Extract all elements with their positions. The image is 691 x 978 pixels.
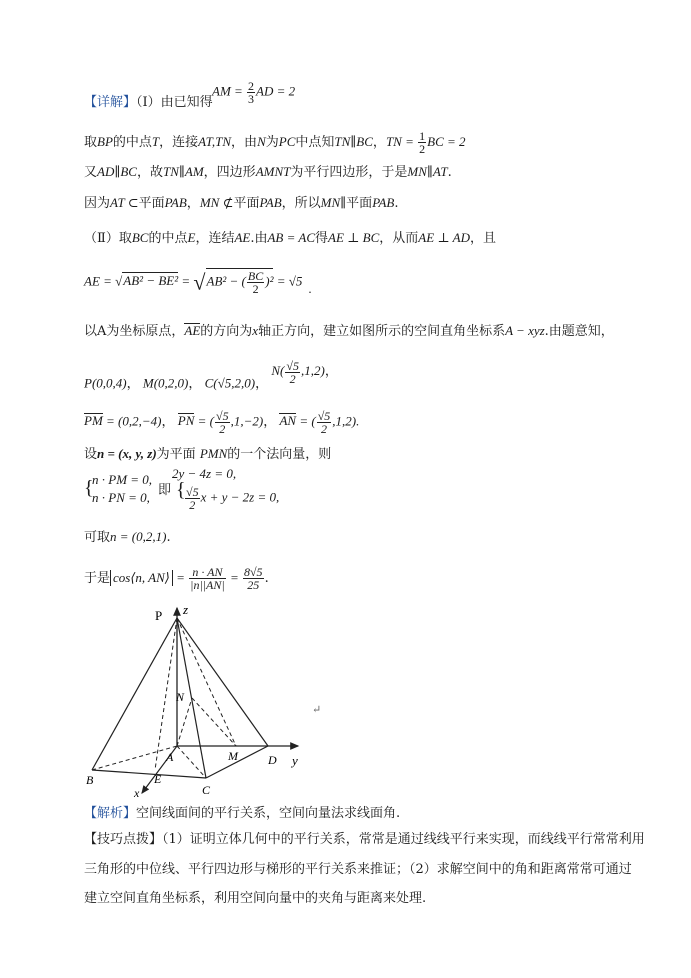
text: ， <box>255 375 269 391</box>
text: 又 <box>84 165 98 180</box>
text: = ( <box>194 413 214 429</box>
frac-num: √5 <box>215 409 229 423</box>
am-frac-num: 2 <box>248 79 255 93</box>
math-ae: AE <box>234 230 251 245</box>
text: 为平面 <box>156 447 196 462</box>
return-mark: ↵ <box>312 703 322 716</box>
part1-line4 <box>84 195 398 212</box>
math-pmn: PMN <box>199 446 228 461</box>
label-x: x <box>134 786 140 798</box>
math-bp: BP <box>97 134 113 149</box>
frac-num: √5 <box>286 359 299 373</box>
text: = ( <box>296 413 316 429</box>
analysis-line <box>84 806 400 822</box>
text: ， <box>126 375 140 391</box>
text: ，四边形 <box>203 165 256 180</box>
text: 平面 <box>233 196 260 211</box>
text: )² <box>265 273 274 289</box>
text: x + y − 2z = 0, <box>200 489 280 505</box>
text: ，从而 <box>379 231 419 246</box>
math-ae-perp-bc: AE ⊥ BC <box>328 230 380 245</box>
math-tn-am: TN∥AM <box>162 164 204 179</box>
text: = <box>226 570 242 585</box>
text: 平面 <box>346 196 373 211</box>
text: ， <box>161 413 175 429</box>
text: = <box>178 273 194 289</box>
am-equation <box>212 80 295 105</box>
text: 的中点 <box>148 231 188 246</box>
pn-frac <box>215 410 230 435</box>
label-z: z <box>183 602 189 617</box>
tips-line2 <box>84 862 632 878</box>
math-a-xyz: A − xyz <box>505 323 545 338</box>
tips-text-2: 三角形的中位线、平行四边形与梯形的平行关系来推证；（2）求解空间中的角和距离常常可通过 <box>84 862 632 877</box>
vec-pn: PN <box>177 413 195 429</box>
sys-left-2: n · PN = 0, <box>92 490 150 505</box>
text: AB² − ( <box>206 273 246 289</box>
sys-right-1: 2y − 4z = 0, <box>172 466 237 481</box>
cos-frac <box>189 566 226 591</box>
take-n-line <box>84 529 171 546</box>
text: ， <box>263 413 277 429</box>
sys-left-1: n · PM = 0, <box>92 472 153 487</box>
text: 设 <box>84 447 98 462</box>
point-n <box>271 359 338 386</box>
analysis-tag: 【解析】 <box>84 806 137 821</box>
tips-line1 <box>84 832 645 848</box>
am-frac-den: 3 <box>248 92 255 106</box>
edge-bc <box>92 770 206 778</box>
frac-den: 2 <box>252 282 259 296</box>
math-bc: BC <box>131 230 149 245</box>
cos-abs: cos⟨n, AN⟩ <box>110 570 173 586</box>
cos-line <box>84 566 269 591</box>
detail-tag: 【详解】 <box>84 95 137 110</box>
edge-pb <box>92 618 177 770</box>
sys-right-2 <box>184 486 279 511</box>
text: ，且 <box>469 231 496 246</box>
text: ，所以 <box>281 196 321 211</box>
frac-num: 8√5 <box>243 565 263 579</box>
text: 因为 <box>84 196 111 211</box>
ae-equation: AE = √AB² − BE² = √AB² − ( $\frac{BC}{2}$ )² = √5. <box>84 269 312 297</box>
tips-line3 <box>84 891 426 907</box>
text: 的一个法向量，则 <box>227 447 332 462</box>
text: ， <box>324 363 338 379</box>
text: ，连接 <box>159 135 199 150</box>
frac-den: 2 <box>189 498 196 512</box>
math-n: N <box>257 134 266 149</box>
math-x: x <box>252 323 259 338</box>
math-amnt: AMNT <box>255 164 291 179</box>
brace-left: { <box>84 477 94 499</box>
text: 中点知 <box>295 135 335 150</box>
n-frac <box>285 360 300 385</box>
math-bc-2: BC = 2 <box>427 134 466 149</box>
text: ，连结 <box>195 231 235 246</box>
text: . <box>308 281 312 297</box>
math-ae-perp-ad: AE ⊥ AD <box>418 230 470 245</box>
frac-den: 25 <box>247 578 260 592</box>
frac-num: BC <box>247 269 264 283</box>
text: 为平行四边形，于是 <box>290 165 408 180</box>
text: ,1,−2) <box>230 413 264 429</box>
math-tn-bc: TN∥BC <box>334 134 373 149</box>
math-pab: PAB <box>259 195 282 210</box>
math-n-def: n = (x, y, z) <box>97 446 157 461</box>
math-n-value: n = (0,2,1) <box>110 529 167 544</box>
text: 取 <box>84 135 98 150</box>
text: AE = <box>84 273 116 289</box>
math-tn: TN = <box>385 134 418 149</box>
frac-den: 2 <box>289 372 296 386</box>
math-t: T <box>151 134 160 149</box>
text: 可取 <box>84 530 111 545</box>
text: = (0,2,−4) <box>102 413 162 429</box>
frac-num: √5 <box>186 485 199 499</box>
tn-frac-num: 1 <box>419 129 426 143</box>
seg-pm <box>177 618 236 746</box>
math-at-sub: AT ⊂ <box>110 195 139 210</box>
label-a: A <box>166 750 174 764</box>
point-c: C(√5,2,0) <box>204 375 256 391</box>
am-frac <box>247 80 255 105</box>
text: .由题意知， <box>544 324 614 339</box>
frac-num: n · AN <box>189 566 226 579</box>
tn-frac-den: 2 <box>419 142 426 156</box>
label-c: C <box>202 783 211 797</box>
edge-ba <box>92 746 177 770</box>
sys-frac <box>185 486 200 511</box>
vec-pm: PM <box>84 413 103 429</box>
label-n: N <box>176 690 185 704</box>
label-e: E <box>154 772 162 786</box>
part2-line1 <box>84 230 496 247</box>
text: ， <box>186 196 200 211</box>
sqrt-ab-be: AB² − BE² <box>123 273 179 289</box>
point-p: P(0,0,4) <box>84 375 127 391</box>
text: ， <box>188 375 202 391</box>
label-d: D <box>268 753 277 767</box>
coord-system-line <box>84 323 614 340</box>
math-mn-at: MN∥AT <box>407 164 448 179</box>
math-pc: PC <box>278 134 296 149</box>
label-b: B <box>86 773 94 787</box>
text: 于是 <box>84 571 111 586</box>
text: ,1,2) <box>300 363 325 379</box>
cos-result <box>243 566 264 591</box>
tips-text-3: 建立空间直角坐标系，利用空间向量中的夹角与距离来处理. <box>84 891 427 906</box>
point-m: M(0,2,0) <box>142 375 189 391</box>
text: . <box>394 196 399 211</box>
part1-intro: （Ⅰ）由已知得 <box>136 95 213 110</box>
text: . <box>166 530 171 545</box>
vec-an: AN <box>279 413 297 429</box>
text: . <box>264 571 269 586</box>
frac-num: √5 <box>317 409 331 423</box>
frac-den: 2 <box>219 422 226 436</box>
label-m: M <box>228 749 238 763</box>
text: ，故 <box>136 165 163 180</box>
part1-line2 <box>84 130 466 155</box>
math-mn-par: MN∥ <box>320 195 347 210</box>
label-p: P <box>155 608 163 623</box>
edge-pd <box>177 618 268 746</box>
text: 平面 <box>138 196 165 211</box>
analysis-text: 空间线面间的平行关系，空间向量法求线面角. <box>136 806 401 821</box>
points-line <box>84 359 338 397</box>
label-y: y <box>292 753 298 768</box>
frac-den: |n||AN| <box>190 578 225 592</box>
text: . <box>447 165 452 180</box>
tips-text-1: （1）证明立体几何中的平行关系，常常是通过线线平行来实现，而线线平行常常利用 <box>162 832 645 847</box>
text: （Ⅱ）取 <box>84 231 132 246</box>
vectors-line <box>84 410 359 435</box>
text: = √5 <box>273 273 303 289</box>
vec-ae: AE <box>184 323 201 338</box>
frac-den: 2 <box>320 422 327 436</box>
am-eq-lhs: AM = <box>212 83 247 99</box>
seg-an <box>177 698 192 746</box>
math-pab: PAB <box>164 195 187 210</box>
math-pab: PAB <box>372 195 395 210</box>
text: 轴正方向，建立如图所示的空间直角坐标系 <box>258 324 506 339</box>
an-frac <box>317 410 332 435</box>
text: ， <box>372 135 386 150</box>
text: 为 <box>265 135 279 150</box>
text: 的方向为 <box>200 324 253 339</box>
normal-line <box>84 446 331 463</box>
text: 得 <box>315 231 329 246</box>
math-e: E <box>187 230 196 245</box>
text: ,1,2). <box>332 413 360 429</box>
brace-right: { <box>176 479 186 501</box>
text: N( <box>271 363 285 379</box>
text: 的中点 <box>112 135 152 150</box>
text: .由 <box>250 231 268 246</box>
text: ，由 <box>231 135 258 150</box>
pyramid-figure <box>80 598 320 798</box>
text: 即 <box>158 482 172 497</box>
bc-over-2 <box>247 270 264 295</box>
text: 以A为坐标原点， <box>84 324 185 339</box>
math-ab-ac: AB = AC <box>267 230 316 245</box>
tn-frac <box>418 130 426 155</box>
am-eq-rest: AD = 2 <box>256 83 296 99</box>
math-mn-notsub: MN ⊄ <box>199 195 234 210</box>
part1-line3 <box>84 164 452 181</box>
math-ad-bc: AD∥BC <box>97 164 137 179</box>
tips-tag: 【技巧点拨】 <box>84 832 163 847</box>
math-at-tn: AT,TN <box>198 134 232 149</box>
text: = <box>172 570 189 585</box>
